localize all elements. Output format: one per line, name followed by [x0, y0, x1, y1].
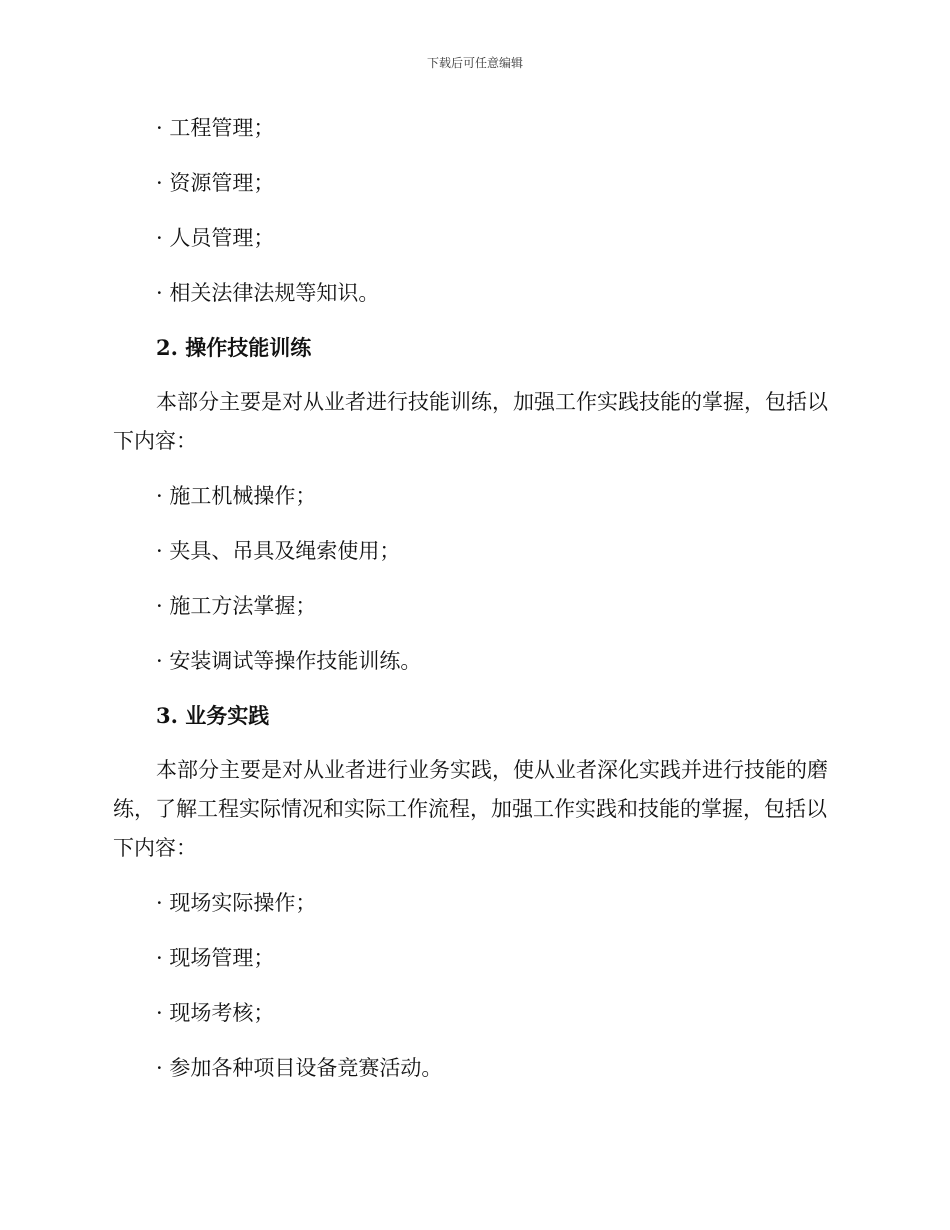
- list-item: · 夹具、吊具及绳索使用；: [156, 539, 401, 563]
- page-header: 下载后可任意编辑: [426, 56, 523, 70]
- section-heading: 3. 业务实践: [156, 703, 270, 728]
- list-item: · 工程管理；: [156, 116, 275, 140]
- list-item: · 施工机械操作；: [156, 484, 317, 508]
- list-item: · 相关法律法规等知识。: [156, 281, 380, 305]
- list-item: · 现场实际操作；: [156, 891, 317, 915]
- list-item: · 人员管理；: [156, 226, 275, 250]
- list-item: · 参加各种项目设备竞赛活动。: [156, 1056, 443, 1080]
- document-body: [113, 108, 833, 1103]
- list-item: · 资源管理；: [156, 171, 275, 195]
- list-item: · 现场考核；: [156, 1001, 275, 1025]
- list-item: · 现场管理；: [156, 946, 275, 970]
- section-paragraph: 本部分主要是对从业者进行业务实践，使从业者深化实践并进行技能的磨练，了解工程实际情况和实际工作流程，加强工作实践和技能的掌握，包括以下内容：: [113, 758, 828, 860]
- list-item: · 安装调试等操作技能训练。: [156, 649, 422, 673]
- list-item: · 施工方法掌握；: [156, 594, 317, 618]
- section-heading: 2. 操作技能训练: [156, 335, 312, 360]
- section-paragraph: 本部分主要是对从业者进行技能训练，加强工作实践技能的掌握，包括以下内容：: [113, 390, 828, 453]
